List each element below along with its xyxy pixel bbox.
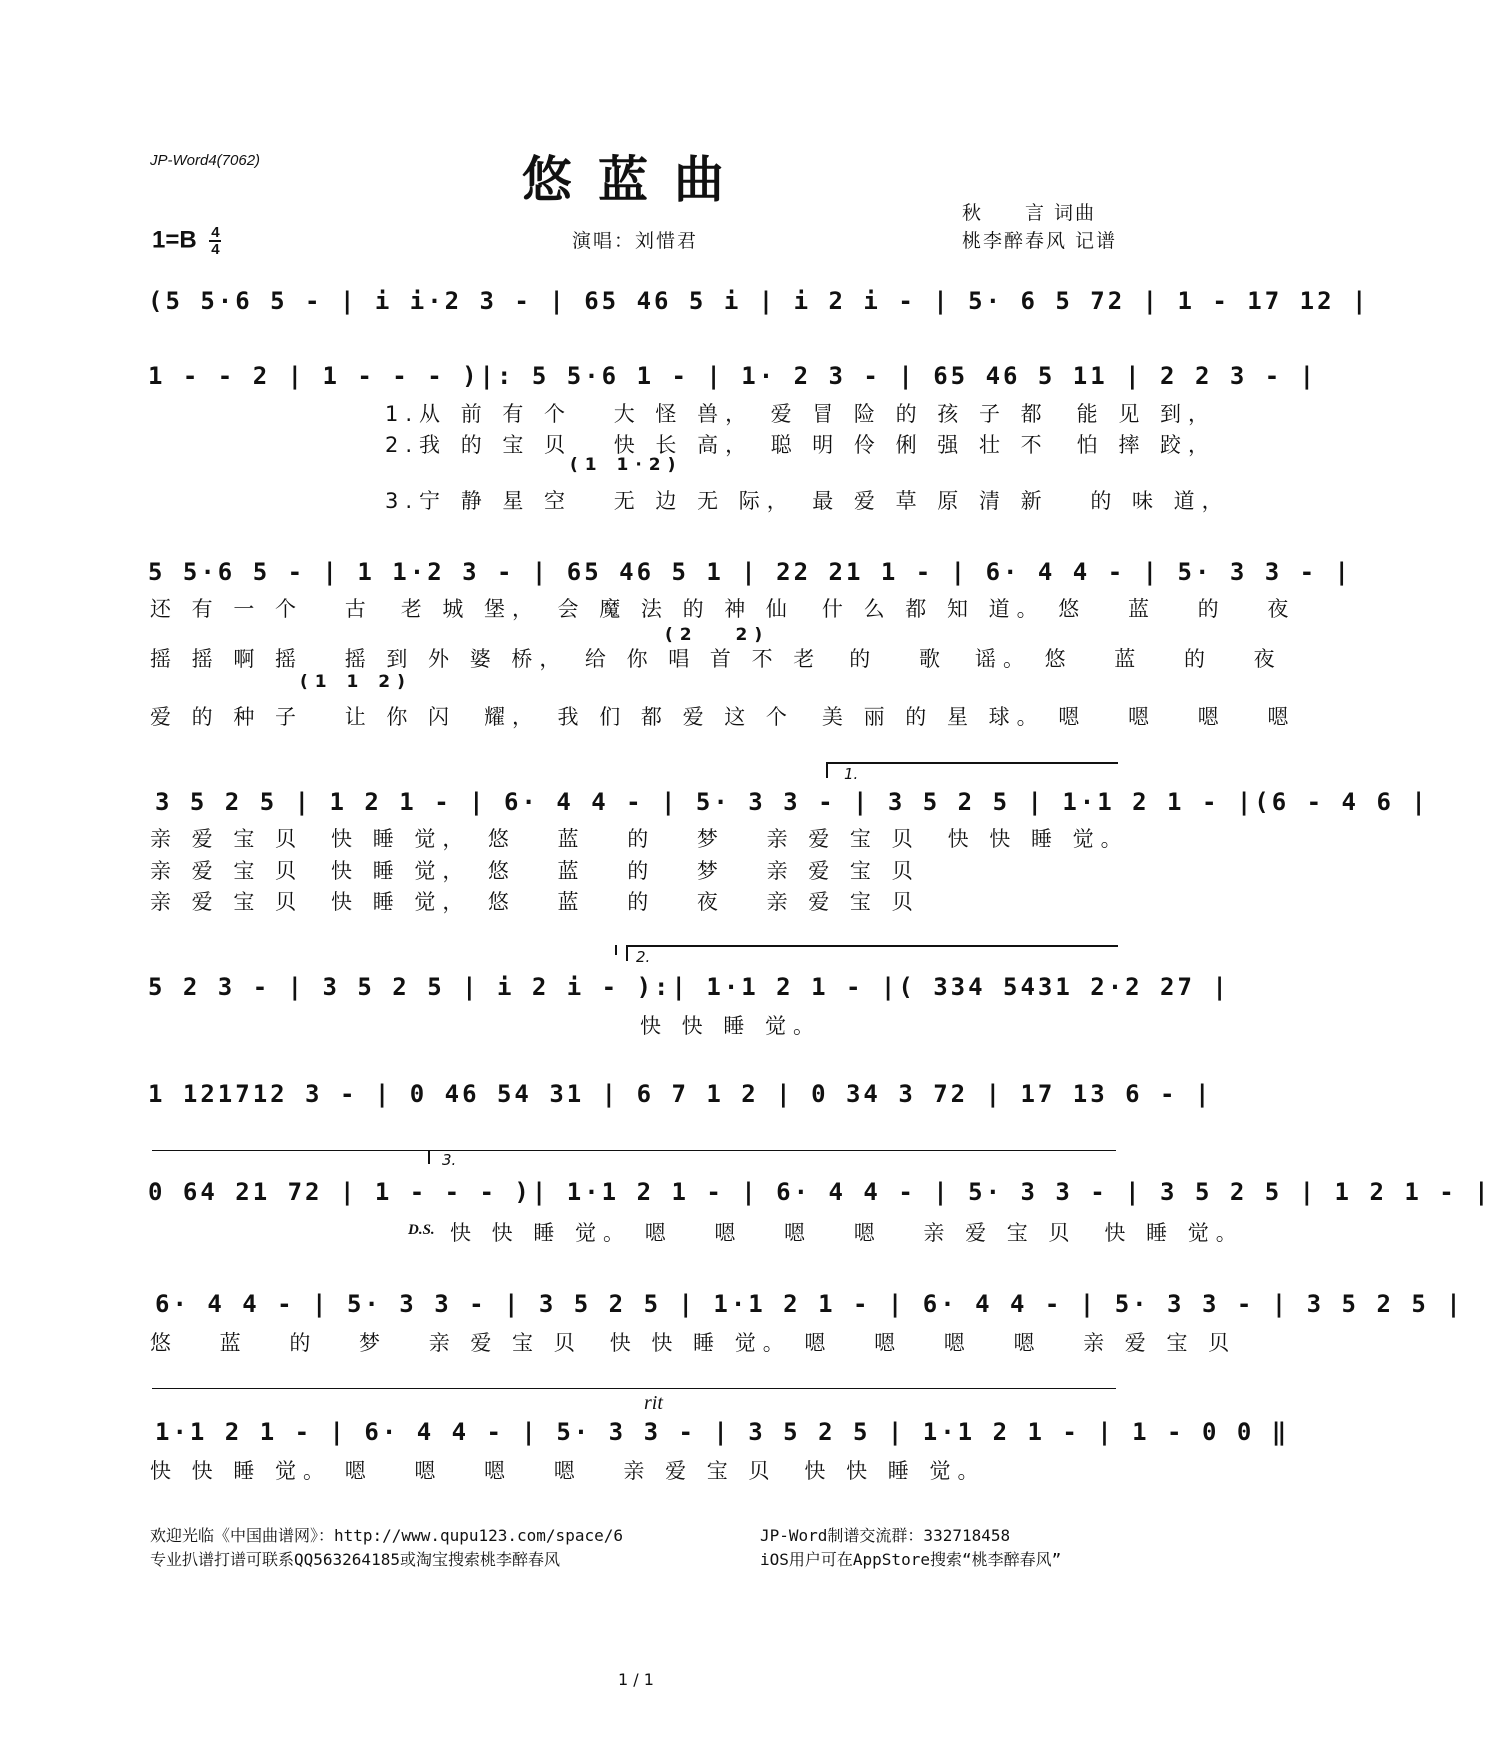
- score-line-9: 1·1 2 1 - | 6· 4 4 - | 5· 3 3 - | 3 5 2 5 | 1·1 2 1 - | 1 - 0 0 ‖: [155, 1418, 1290, 1446]
- score-line-7: 0 64 21 72 | 1 - - - )| 1·1 2 1 - | 6· 4 4 - | 5· 3 3 - | 3 5 2 5 | 1 2 1 - |: [148, 1178, 1492, 1206]
- time-numerator: 4: [211, 224, 220, 241]
- volta-label: 2.: [636, 948, 651, 966]
- lyrics-line-8: 悠 蓝 的 梦 亲 爱 宝 贝 快 快 睡 觉。 嗯 嗯 嗯 嗯 亲 爱 宝 贝: [150, 1331, 1237, 1355]
- footer-contact: 专业扒谱打谱可联系QQ563264185或淘宝搜索桃李醉春风: [150, 1550, 560, 1569]
- time-denominator: 4: [211, 241, 220, 258]
- lyrics-line-4-verse-2: 亲 爱 宝 贝 快 睡 觉， 悠 蓝 的 梦 亲 爱 宝 贝: [150, 859, 920, 883]
- score-line-4: 3 5 2 5 | 1 2 1 - | 6· 4 4 - | 5· 3 3 - | 3 5 2 5 | 1·1 2 1 - |(6 - 4 6 |: [155, 788, 1429, 816]
- volta-bracket-3: [428, 1150, 1118, 1169]
- lyrics-line-2-verse-3: 3.宁 静 星 空 无 边 无 际， 最 爱 草 原 清 新 的 味 道，: [385, 489, 1230, 513]
- key-signature: [152, 225, 221, 257]
- lyrics-line-2-verse-2: 2.我 的 宝 贝 快 长 高， 聪 明 伶 俐 强 壮 不 怕 摔 跤，: [385, 433, 1216, 457]
- volta-label: 1.: [844, 765, 859, 783]
- lyrics-line-3-verse-2: 摇 摇 啊 摇 摇 到 外 婆 桥， 给 你 唱 首 不 老 的 歌 谣。 悠 蓝 的 夜: [150, 647, 1282, 671]
- singer-label: 演唱：刘惜君: [572, 230, 699, 252]
- barline-mark: [615, 945, 617, 955]
- key-label: 1=B: [152, 226, 197, 254]
- score-line-3: 5 5·6 5 - | 1 1·2 3 - | 65 46 5 1 | 22 21 1 - | 6· 4 4 - | 5· 3 3 - |: [148, 558, 1352, 586]
- variant-notes: (1 1·2): [570, 455, 683, 475]
- credits-transcriber: 桃李醉春风 记谱: [962, 230, 1118, 252]
- score-line-1: (5 5·6 5 - | i i·2 3 - | 65 46 5 i | i 2 i - | 5· 6 5 72 | 1 - 17 12 |: [148, 287, 1370, 315]
- lyrics-line-5: 快 快 睡 觉。: [640, 1014, 822, 1038]
- score-line-8: 6· 4 4 - | 5· 3 3 - | 3 5 2 5 | 1·1 2 1 - | 6· 4 4 - | 5· 3 3 - | 3 5 2 5 |: [155, 1290, 1464, 1318]
- volta-bracket-1: [826, 762, 1118, 783]
- song-title: 悠蓝曲: [522, 150, 750, 209]
- score-line-5: 5 2 3 - | 3 5 2 5 | i 2 i - ):| 1·1 2 1 - |( 334 5431 2·2 27 |: [148, 973, 1230, 1001]
- software-label: JP-Word4(7062): [150, 152, 261, 169]
- volta-bracket-2: [626, 945, 1118, 966]
- lyrics-line-3-verse-3: 爱 的 种 子 让 你 闪 耀， 我 们 都 爱 这 个 美 丽 的 星 球。 嗯 嗯 嗯 嗯: [150, 705, 1296, 729]
- ds-marking: D.S.: [408, 1222, 435, 1238]
- lyrics-line-4-verse-3: 亲 爱 宝 贝 快 睡 觉， 悠 蓝 的 夜 亲 爱 宝 贝: [150, 890, 920, 914]
- variant-notes: (1 1 2): [300, 672, 412, 692]
- footer-group: JP-Word制谱交流群：332718458: [760, 1526, 1011, 1545]
- time-signature: [209, 225, 221, 257]
- credits-lyricist-composer: 秋 言 词曲: [962, 202, 1097, 224]
- score-line-6: 1 121712 3 - | 0 46 54 31 | 6 7 1 2 | 0 34 3 72 | 17 13 6 - |: [148, 1080, 1213, 1108]
- rit-marking: rit: [644, 1392, 663, 1414]
- page-number: 1 / 1: [618, 1670, 654, 1689]
- lyrics-line-7: 快 快 睡 觉。 嗯 嗯 嗯 嗯 亲 爱 宝 贝 快 睡 觉。: [450, 1221, 1244, 1245]
- lyrics-line-4-verse-1: 亲 爱 宝 贝 快 睡 觉， 悠 蓝 的 梦 亲 爱 宝 贝 快 快 睡 觉。: [150, 827, 1129, 851]
- variant-notes: (2 2): [665, 625, 770, 645]
- slur-line: [152, 1388, 1116, 1389]
- lyrics-line-3-verse-1: 还 有 一 个 古 老 城 堡， 会 魔 法 的 神 仙 什 么 都 知 道。 悠 蓝 的 夜: [150, 597, 1296, 621]
- score-line-2: 1 - - 2 | 1 - - - )|: 5 5·6 1 - | 1· 2 3 - | 65 46 5 11 | 2 2 3 - |: [148, 362, 1318, 390]
- volta-label: 3.: [442, 1151, 457, 1169]
- lyrics-line-2-verse-1: 1.从 前 有 个 大 怪 兽， 爱 冒 险 的 孩 子 都 能 见 到，: [385, 402, 1216, 426]
- lyrics-line-9: 快 快 睡 觉。 嗯 嗯 嗯 嗯 亲 爱 宝 贝 快 快 睡 觉。: [150, 1459, 986, 1483]
- footer-ios: iOS用户可在AppStore搜索“桃李醉春风”: [760, 1550, 1062, 1569]
- footer-website: 欢迎光临《中国曲谱网》：http://www.qupu123.com/space/6: [150, 1526, 623, 1545]
